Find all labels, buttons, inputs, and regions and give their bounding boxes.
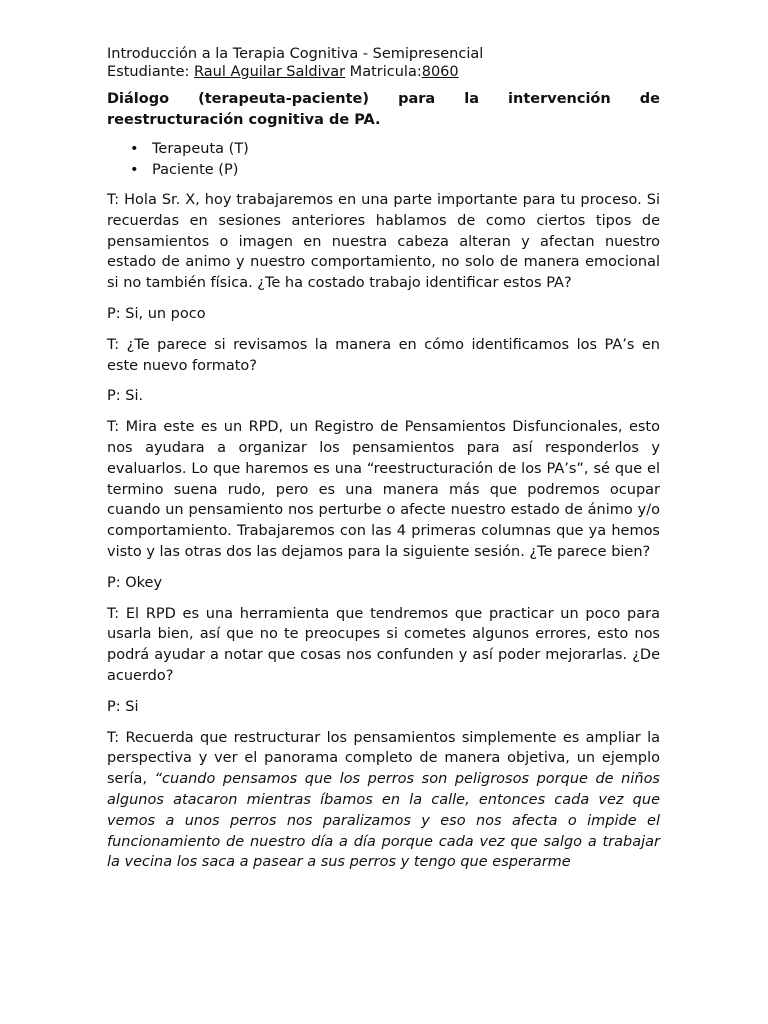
dialogue-line: T: Hola Sr. X, hoy trabajaremos en una parte importante para tu proceso. Si recuerdas en sesiones anteriores hablamos de como ciertos tipos de pensamientos o imagen en nuestra cabeza alteran y afectan nuestro estado de animo y nuestro comportamiento, no solo de manera emocional si no también física. ¿Te ha costado trabajo identificar estos PA?: [107, 192, 660, 292]
example-quote: “cuando pensamos que los perros son peligrosos porque de niños algunos atacaron mientras íbamos en la calle, entonces cada vez que vemos a unos perros nos paralizamos y eso nos afecta o impide el funcionamiento de nuestro día a día porque cada vez que salgo a trabajar la vecina los saca a pasear a sus perros y tengo que esperarme: [107, 771, 660, 871]
example-intro: T: Recuerda que restructurar los pensamientos simplemente es ampliar la perspectiva y ver el panorama completo de manera objetiva, un ejemplo sería,: [107, 729, 660, 788]
legend-item-therapist: [130, 139, 660, 160]
document-heading: Diálogo (terapeuta-paciente) para la intervención de reestructuración cognitiva de PA.: [107, 91, 660, 128]
student-label: Estudiante:: [107, 64, 194, 80]
dialogue-line: P: Si: [107, 698, 139, 715]
dialogue-line: P: Okey: [107, 574, 163, 591]
document-page: [107, 45, 660, 873]
dialogue-line: T: Mira este es un RPD, un Registro de Pensamientos Disfuncionales, esto nos ayudara a organizar los pensamientos para así responderlos y evaluarlos. Lo que haremos es una “reestructuración de los PA’s”, sé que el termino suena rudo, pero es una manera más que podremos ocupar cuando un pensamiento nos perturbe o afecte nuestro estado de ánimo y/o comportamiento. Trabajaremos con las 4 primeras columnas que ya hemos visto y las otras dos las dejamos para la siguiente sesión. ¿Te parece bien?: [107, 419, 660, 560]
matricula-value: 8060: [421, 64, 459, 80]
speaker-legend: [107, 139, 660, 180]
bullet-icon: •: [130, 141, 139, 157]
dialogue-line: P: Si, un poco: [107, 305, 206, 322]
student-name: Raul Aguilar Saldivar: [194, 64, 346, 80]
dialogue-line: T: El RPD es una herramienta que tendremos que practicar un poco para usarla bien, así que no te preocupes si cometes algunos errores, esto nos podrá ayudar a notar que cosas nos confunden y así poder mejorarlas. ¿De acuerdo?: [107, 605, 660, 684]
legend-item-patient: [130, 160, 660, 181]
legend-item-label: Terapeuta (T): [152, 141, 249, 157]
bullet-icon: •: [130, 161, 139, 178]
dialogue-line: T: ¿Te parece si revisamos la manera en cómo identificamos los PA’s en este nuevo formato?: [107, 336, 660, 374]
student-line: [107, 63, 660, 81]
dialogue-line: P: Si.: [107, 388, 144, 405]
legend-item-label: Paciente (P): [152, 161, 239, 178]
dialogue-line-example: [107, 728, 660, 874]
course-title: Introducción a la Terapia Cognitiva - Semipresencial: [107, 46, 484, 62]
matricula-label: Matricula:: [345, 64, 422, 80]
